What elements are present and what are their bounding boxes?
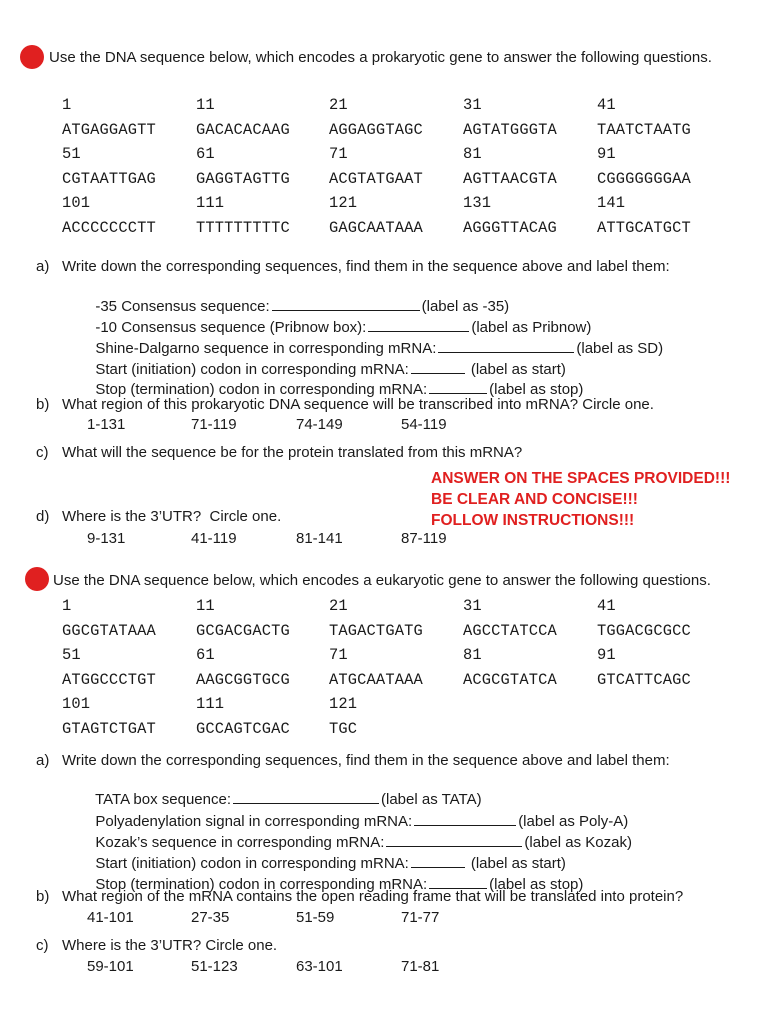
- q2-b-option[interactable]: 51-59: [296, 909, 335, 926]
- seq-chunk: TTTTTTTTTC: [196, 219, 290, 237]
- seq-chunk: TGGACGCGCC: [597, 622, 691, 640]
- red-dot-icon: [25, 567, 49, 591]
- q2-c-option[interactable]: 71-81: [401, 958, 440, 975]
- item-label: (label as Kozak): [524, 834, 632, 851]
- item-prompt: -35 Consensus sequence:: [95, 298, 270, 315]
- item-prompt: Start (initiation) codon in corresponding mRNA:: [95, 361, 409, 378]
- q2-c-option[interactable]: 59-101: [87, 958, 134, 975]
- seq-num: 91: [597, 646, 616, 664]
- seq-chunk: AAGCGGTGCG: [196, 671, 290, 689]
- q1-c-marker: c): [36, 444, 49, 461]
- q1-d-option[interactable]: 41-119: [191, 530, 237, 547]
- item-prompt: Polyadenylation signal in corresponding mRNA:: [95, 813, 413, 830]
- item-label: (label as start): [470, 361, 566, 378]
- seq-chunk: AGTATGGGTA: [463, 121, 557, 139]
- red-dot-icon: [20, 45, 44, 69]
- seq-num: 11: [196, 597, 215, 615]
- seq-num: 121: [329, 194, 358, 212]
- item-label: (label as stop): [489, 381, 584, 398]
- q1-intro: Use the DNA sequence below, which encodes a prokaryotic gene to answer the following questions.: [49, 49, 712, 66]
- q1-d-option[interactable]: 9-131: [87, 530, 126, 547]
- q1-d-option[interactable]: 81-141: [296, 530, 343, 547]
- seq-chunk: GTAGTCTGAT: [62, 720, 156, 738]
- seq-num: 1: [62, 597, 72, 615]
- q1-a-marker: a): [36, 258, 50, 275]
- q1-a-item-stop: [87, 362, 583, 398]
- seq-num: 61: [196, 646, 215, 664]
- item-prompt: TATA box sequence:: [95, 791, 231, 808]
- seq-num: 1: [62, 96, 72, 114]
- q2-c-question: Where is the 3’UTR? Circle one.: [62, 937, 278, 954]
- seq-num: 141: [597, 194, 626, 212]
- q1-b-option[interactable]: 74-149: [296, 416, 343, 433]
- q2-b-marker: b): [36, 888, 50, 905]
- item-label: (label as SD): [576, 340, 664, 357]
- q1-a-question: Write down the corresponding sequences, find them in the sequence above and label them:: [62, 258, 670, 275]
- item-label: (label as Poly-A): [518, 813, 629, 830]
- q2-a-marker: a): [36, 752, 50, 769]
- seq-chunk: TAGACTGATG: [329, 622, 423, 640]
- item-label: (label as -35): [421, 298, 510, 315]
- seq-num: 31: [463, 96, 482, 114]
- seq-num: 121: [329, 695, 358, 713]
- seq-num: 101: [62, 194, 91, 212]
- q1-b-option[interactable]: 1-131: [87, 416, 126, 433]
- seq-chunk: GGCGTATAAA: [62, 622, 156, 640]
- item-prompt: Start (initiation) codon in corresponding mRNA:: [95, 855, 409, 872]
- q2-b-option[interactable]: 27-35: [191, 909, 230, 926]
- item-label: (label as TATA): [381, 791, 482, 808]
- seq-chunk: GAGGTAGTTG: [196, 170, 290, 188]
- seq-chunk: AGCCTATCCA: [463, 622, 557, 640]
- seq-chunk: ATGCAATAAA: [329, 671, 423, 689]
- seq-chunk: ATTGCATGCT: [597, 219, 691, 237]
- seq-chunk: GACACACAAG: [196, 121, 290, 139]
- answer-blank[interactable]: [429, 874, 487, 889]
- seq-num: 111: [196, 194, 225, 212]
- seq-chunk: GCGACGACTG: [196, 622, 290, 640]
- q1-b-option[interactable]: 54-119: [401, 416, 447, 433]
- item-label: (label as Pribnow): [471, 319, 592, 336]
- seq-chunk: TGC: [329, 720, 358, 738]
- item-prompt: Stop (termination) codon in corresponding mRNA:: [95, 876, 428, 893]
- seq-chunk: AGTTAACGTA: [463, 170, 557, 188]
- seq-num: 111: [196, 695, 225, 713]
- item-label: (label as stop): [489, 876, 584, 893]
- item-prompt: Stop (termination) codon in corresponding mRNA:: [95, 381, 428, 398]
- q1-b-option[interactable]: 71-119: [191, 416, 237, 433]
- seq-chunk: ATGAGGAGTT: [62, 121, 156, 139]
- seq-chunk: TAATCTAATG: [597, 121, 691, 139]
- seq-num: 81: [463, 646, 482, 664]
- seq-num: 51: [62, 145, 81, 163]
- seq-num: 71: [329, 646, 348, 664]
- q2-c-option[interactable]: 51-123: [191, 958, 238, 975]
- seq-num: 41: [597, 96, 616, 114]
- notice-line: BE CLEAR AND CONCISE!!!: [431, 491, 638, 508]
- seq-chunk: GTCATTCAGC: [597, 671, 691, 689]
- q2-intro: Use the DNA sequence below, which encodes a eukaryotic gene to answer the following questions.: [53, 572, 711, 589]
- item-prompt: Shine-Dalgarno sequence in corresponding mRNA:: [95, 340, 437, 357]
- seq-num: 21: [329, 96, 348, 114]
- item-prompt: -10 Consensus sequence (Pribnow box):: [95, 319, 367, 336]
- answer-blank[interactable]: [429, 379, 487, 394]
- seq-chunk: ATGGCCCTGT: [62, 671, 156, 689]
- q2-c-option[interactable]: 63-101: [296, 958, 343, 975]
- q2-a-question: Write down the corresponding sequences, find them in the sequence above and label them:: [62, 752, 670, 769]
- notice-line: FOLLOW INSTRUCTIONS!!!: [431, 512, 635, 529]
- seq-num: 71: [329, 145, 348, 163]
- q2-b-option[interactable]: 41-101: [87, 909, 134, 926]
- item-prompt: Kozak’s sequence in corresponding mRNA:: [95, 834, 385, 851]
- q2-b-option[interactable]: 71-77: [401, 909, 440, 926]
- seq-num: 51: [62, 646, 81, 664]
- q1-d-option[interactable]: 87-119: [401, 530, 447, 547]
- seq-num: 91: [597, 145, 616, 163]
- seq-chunk: AGGGTTACAG: [463, 219, 557, 237]
- seq-num: 31: [463, 597, 482, 615]
- seq-num: 131: [463, 194, 492, 212]
- q1-d-question: Where is the 3’UTR? Circle one.: [62, 508, 282, 525]
- seq-chunk: CGGGGGGGAA: [597, 170, 691, 188]
- seq-num: 11: [196, 96, 215, 114]
- q2-b-question: What region of the mRNA contains the open reading frame that will be translated into protein?: [62, 888, 684, 905]
- q1-b-question: What region of this prokaryotic DNA sequence will be transcribed into mRNA? Circle one.: [62, 396, 654, 413]
- seq-chunk: CGTAATTGAG: [62, 170, 156, 188]
- q1-b-marker: b): [36, 396, 50, 413]
- seq-chunk: ACGTATGAAT: [329, 170, 423, 188]
- seq-num: 41: [597, 597, 616, 615]
- seq-chunk: GAGCAATAAA: [329, 219, 423, 237]
- seq-chunk: ACGCGTATCA: [463, 671, 557, 689]
- q1-d-marker: d): [36, 508, 50, 525]
- q1-c-question: What will the sequence be for the protein translated from this mRNA?: [62, 444, 523, 461]
- seq-num: 21: [329, 597, 348, 615]
- notice-line: ANSWER ON THE SPACES PROVIDED!!!: [431, 470, 731, 487]
- seq-chunk: AGGAGGTAGC: [329, 121, 423, 139]
- seq-num: 101: [62, 695, 91, 713]
- item-label: (label as start): [470, 855, 566, 872]
- seq-num: 81: [463, 145, 482, 163]
- seq-num: 61: [196, 145, 215, 163]
- seq-chunk: GCCAGTCGAC: [196, 720, 290, 738]
- seq-chunk: ACCCCCCCTT: [62, 219, 156, 237]
- q2-c-marker: c): [36, 937, 49, 954]
